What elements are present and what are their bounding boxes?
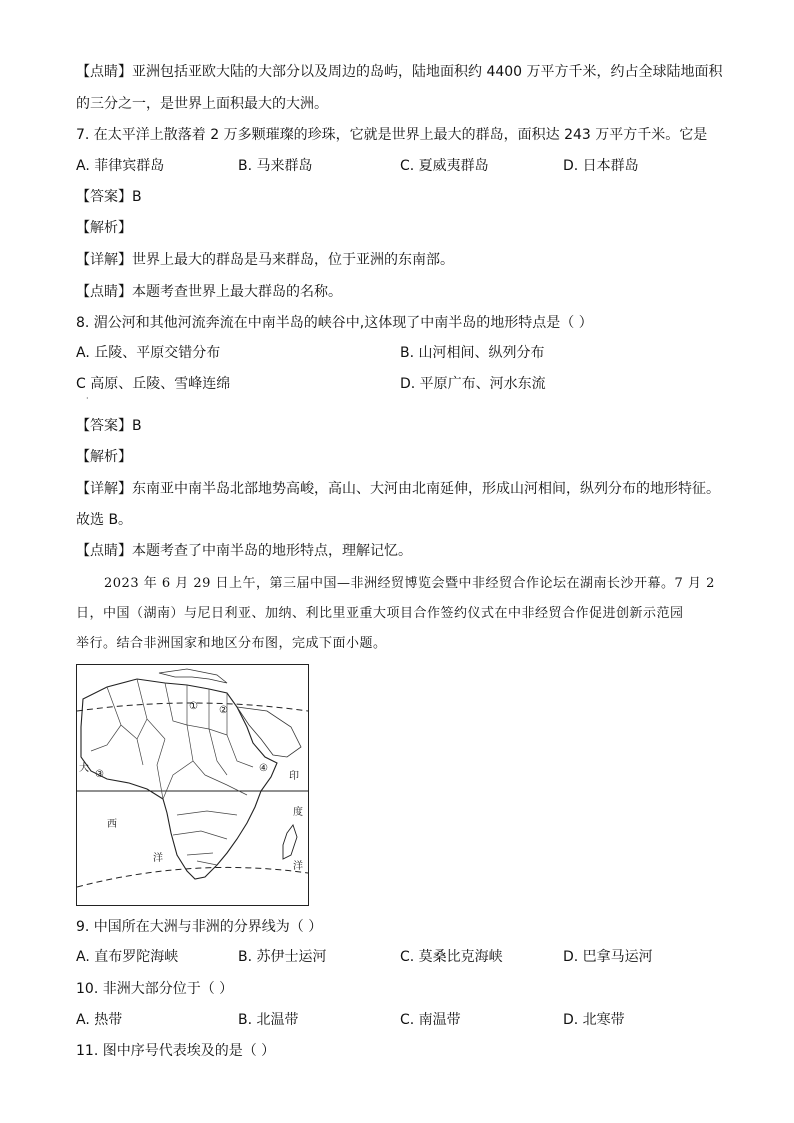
q10-option-b: B. 北温带 [238,1012,299,1028]
marker-4-label: ④ [259,763,268,774]
q7-option-d: D. 日本群岛 [563,158,639,174]
africa-map [76,664,309,906]
passage-line1: 2023 年 6 月 29 日上午，第三届中国—非洲经贸博览会暨中非经贸合作论坛在湖南长沙开幕。7 月 2 [104,576,715,591]
marker-1-label: ① [189,701,198,712]
marker-2-label: ② [219,705,228,716]
q7-stem: 7. 在太平洋上散落着 2 万多颗璀璨的珍珠，它就是世界上最大的群岛，面积达 243 万平方千米。它是 [76,127,708,143]
point-asia-line2: 的三分之一，是世界上面积最大的大洲。 [76,96,328,112]
q7-option-c: C. 夏威夷群岛 [400,158,489,174]
q8-option-b: B. 山河相间、纵列分布 [400,345,545,361]
q10-option-d: D. 北寒带 [563,1012,625,1028]
passage-line2: 日，中国（湖南）与尼日利亚、加纳、利比里亚重大项目合作签约仪式在中非经贸合作促进创新示范园 [76,606,684,621]
q7-detail: 【详解】世界上最大的群岛是马来群岛，位于亚洲的东南部。 [76,252,454,268]
q11-stem: 11. 图中序号代表埃及的是（ ） [76,1043,276,1059]
ocean-label-yang-indian: 洋 [293,861,303,872]
stray-dot: · [86,394,89,403]
q7-answer: 【答案】B [76,189,142,205]
ocean-label-yin: 印 [289,771,299,782]
ocean-label-du: 度 [293,807,303,818]
africa-outline [81,679,277,879]
q10-stem: 10. 非洲大部分位于（ ） [76,981,234,997]
q7-option-a: A. 菲律宾群岛 [76,158,165,174]
q8-detail-line2: 故选 B。 [76,512,133,528]
madagascar-island [283,825,297,859]
ocean-label-xi: 西 [107,819,117,830]
ocean-label-yang-atlantic: 洋 [153,853,163,864]
africa-map-svg [77,665,308,905]
passage-line3: 举行。结合非洲国家和地区分布图，完成下面小题。 [76,636,387,651]
q10-option-a: A. 热带 [76,1012,123,1028]
arabia-outline [237,707,301,757]
q9-option-d: D. 巴拿马运河 [563,949,653,965]
q8-stem: 8. 湄公河和其他河流奔流在中南半岛的峡谷中,这体现了中南半岛的地形特点是（ ） [76,315,593,331]
q8-detail-line1: 【详解】东南亚中南半岛北部地势高峻，高山、大河由北南延伸，形成山河相间，纵列分布的地形特征。 [76,481,720,497]
point-asia-line1: 【点睛】亚洲包括亚欧大陆的大部分以及周边的岛屿，陆地面积约 4400 万平方千米，约占全球陆地面积 [76,64,723,80]
ocean-label-da: 大 [79,763,89,774]
q9-option-c: C. 莫桑比克海峡 [400,949,503,965]
q7-point: 【点睛】本题考查世界上最大群岛的名称。 [76,284,342,300]
q8-analysis: 【解析】 [76,449,132,465]
q8-point: 【点睛】本题考查了中南半岛的地形特点，理解记忆。 [76,543,412,559]
q9-stem: 9. 中国所在大洲与非洲的分界线为（ ） [76,919,323,935]
q7-analysis: 【解析】 [76,220,132,236]
q10-option-c: C. 南温带 [400,1012,461,1028]
q9-option-a: A. 直布罗陀海峡 [76,949,179,965]
q9-option-b: B. 苏伊士运河 [238,949,327,965]
q7-option-b: B. 马来群岛 [238,158,313,174]
q8-option-d: D. 平原广布、河水东流 [400,376,546,392]
marker-3-label: ③ [95,769,104,780]
europe-coast-line [159,669,227,683]
q8-option-c: C 高原、丘陵、雪峰连绵 [76,376,231,392]
q8-answer: 【答案】B [76,418,142,434]
q8-option-a: A. 丘陵、平原交错分布 [76,345,221,361]
